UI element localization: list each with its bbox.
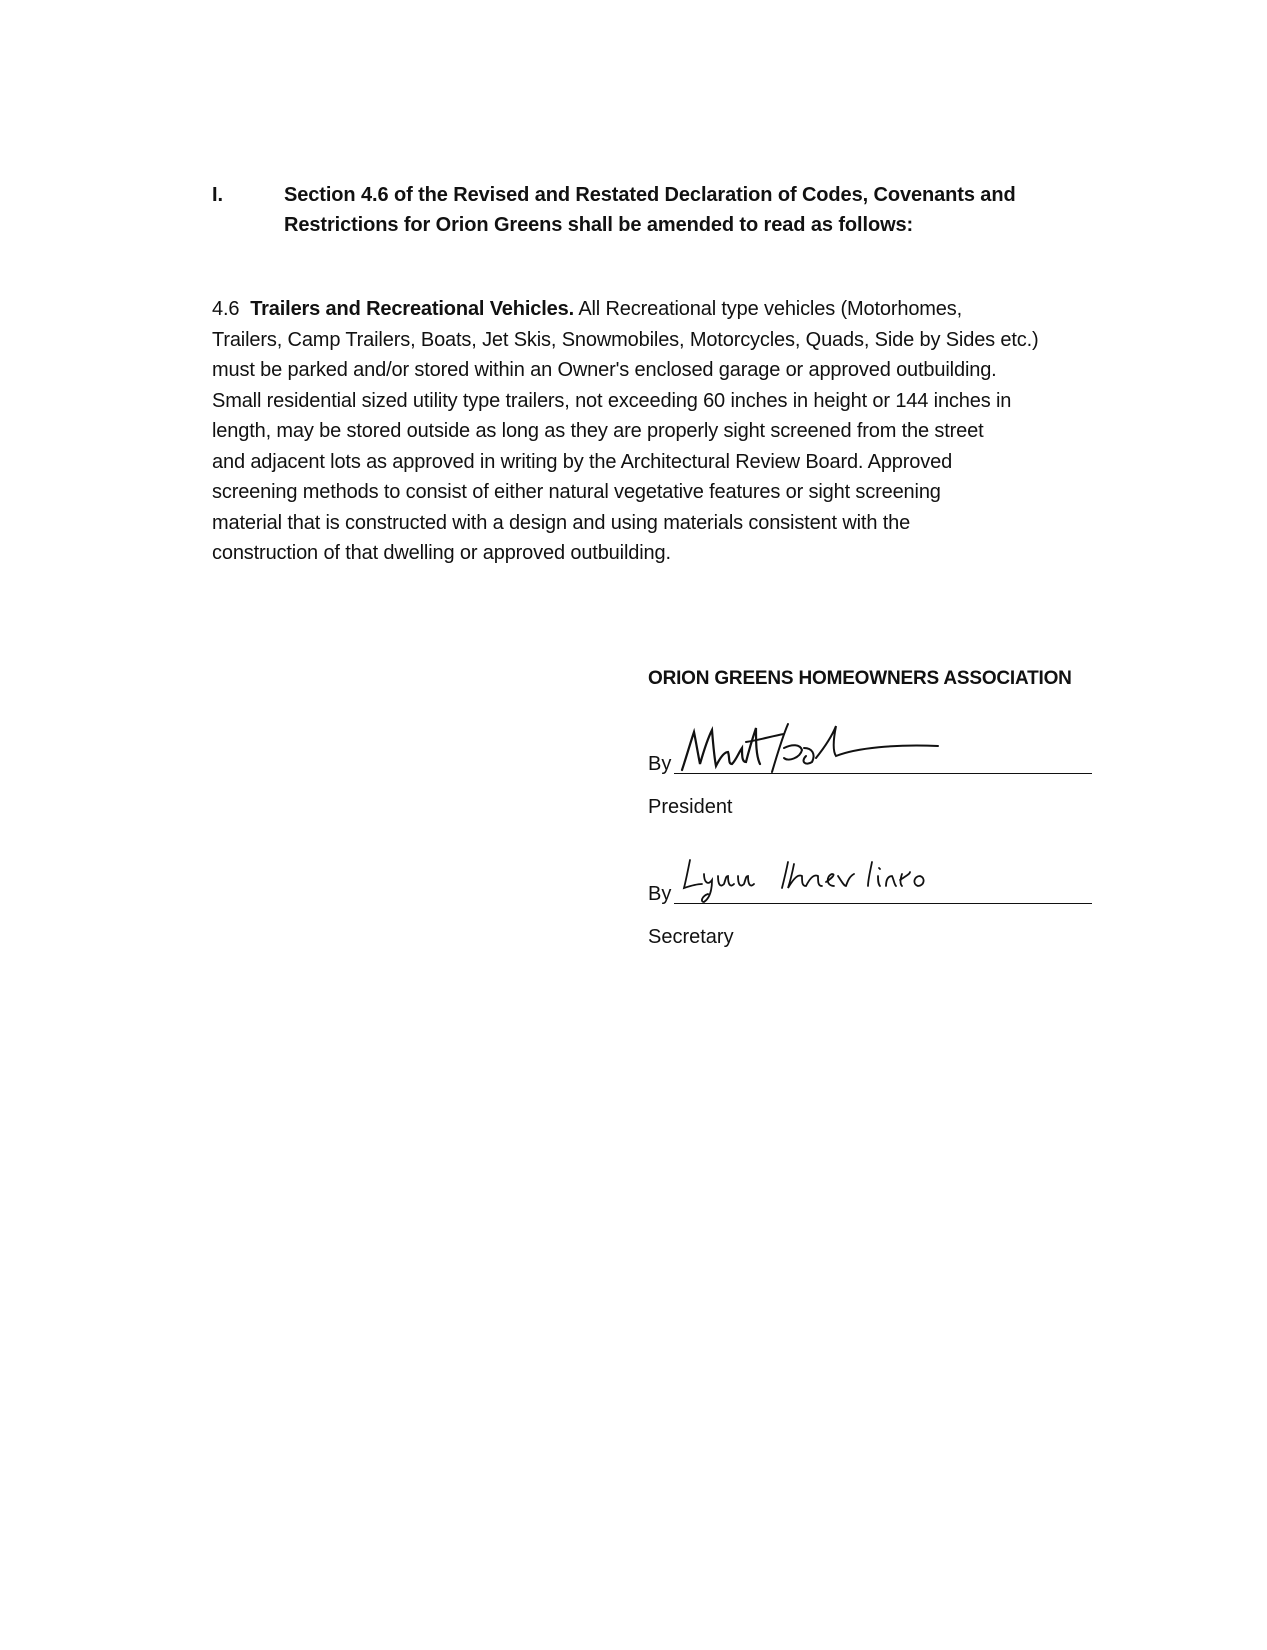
president-role-label: President — [648, 796, 733, 818]
body-line-9: construction of that dwelling or approved outbuilding. — [212, 542, 671, 564]
section-heading-number: I. — [212, 184, 224, 206]
president-handwritten-signature — [676, 718, 976, 778]
association-name: ORION GREENS HOMEOWNERS ASSOCIATION — [648, 668, 1072, 689]
signature-line-row — [648, 722, 1092, 782]
section-heading-line-2: Restrictions for Orion Greens shall be amended to read as follows: — [284, 214, 914, 236]
section-title: Trailers and Recreational Vehicles. — [250, 298, 574, 320]
body-line-5: length, may be stored outside as long as they are properly sight screened from the street — [212, 420, 984, 442]
by-label: By — [648, 883, 672, 905]
president-signature-block — [648, 722, 1092, 819]
body-line-4: Small residential sized utility type trailers, not exceeding 60 inches in height or 144 inches in — [212, 389, 1012, 412]
secretary-role-label: Secretary — [648, 926, 734, 948]
body-line-8: material that is constructed with a design and using materials consistent with the — [212, 511, 911, 534]
signature-line-row — [648, 852, 1092, 912]
body-line-7: screening methods to consist of either natural vegetative features or sight screening — [212, 481, 941, 503]
body-line-3: must be parked and/or stored within an Owner's enclosed garage or approved outbuilding. — [212, 359, 997, 381]
section-number: 4.6 — [212, 298, 240, 320]
body-line-text: All Recreational type vehicles (Motorhomes, — [578, 298, 963, 320]
secretary-handwritten-signature — [676, 848, 936, 908]
body-line-2: Trailers, Camp Trailers, Boats, Jet Skis, Snowmobiles, Motorcycles, Quads, Side by Sides etc.) — [212, 328, 1039, 351]
body-line-1 — [212, 294, 1092, 325]
by-label: By — [648, 753, 672, 775]
section-heading-line-1: Section 4.6 of the Revised and Restated Declaration of Codes, Covenants and — [284, 184, 1016, 206]
section-heading — [212, 180, 1072, 240]
section-body-paragraph — [212, 294, 1092, 569]
secretary-signature-block — [648, 852, 1092, 949]
body-line-6: and adjacent lots as approved in writing by the Architectural Review Board. Approved — [212, 450, 953, 473]
